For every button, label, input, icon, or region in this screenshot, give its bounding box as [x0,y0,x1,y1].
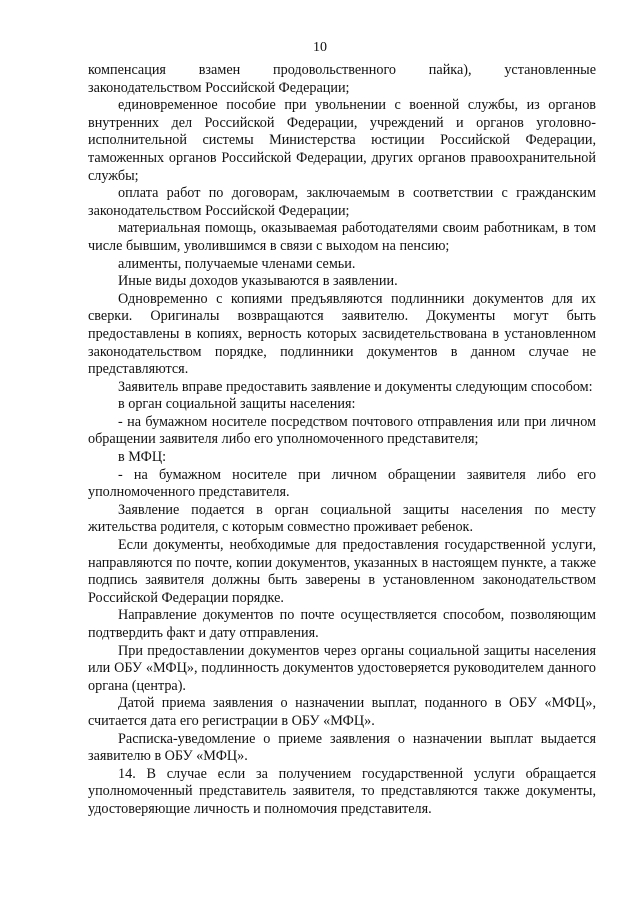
paragraph: Заявление подается в орган социальной защиты населения по месту жительства родителя, с которым совместно проживает ребенок. [88,501,596,536]
document-body [88,62,596,819]
paragraph: Расписка-уведомление о приеме заявления о назначении выплат выдается заявителю в ОБУ «МФЦ». [88,730,596,765]
paragraph: компенсация взамен продовольственного пайка), установленные законодательством Российской Федерации; [88,62,596,96]
paragraph: материальная помощь, оказываемая работодателями своим работникам, в том числе бывшим, уволившимся в связи с выходом на пенсию; [88,220,596,254]
paragraph: - на бумажном носителе при личном обращении заявителя либо его уполномоченного представителя. [88,466,596,501]
paragraph: алименты, получаемые членами семьи. [118,255,356,272]
paragraph: Если документы, необходимые для предоставления государственной услуги, направляются по почте, копии документов, указанных в настоящем пункте, а также подпись заявителя должны быть заверены в установленном законодательством Российской Федерации порядке. [88,537,596,606]
paragraph: Иные виды доходов указываются в заявлении. [118,273,398,290]
paragraph: Направление документов по почте осуществляется способом, позволяющим подтвердить факт и дату отправления. [88,607,596,641]
paragraph: При предоставлении документов через органы социальной защиты населения или ОБУ «МФЦ», подлинность документов удостоверяется руководителем данного органа (центра). [88,642,596,694]
paragraph: Датой приема заявления о назначении выплат, поданного в ОБУ «МФЦ», считается дата его регистрации в ОБУ «МФЦ». [88,695,596,729]
paragraph: Заявитель вправе предоставить заявление и документы следующим способом: [118,378,593,395]
paragraph: 14. В случае если за получением государственной услуги обращается уполномоченный представитель заявителя, то представляются также документы, удостоверяющие личность и полномочия представителя. [88,765,596,817]
paragraph: в орган социальной защиты населения: [118,396,356,413]
paragraph: в МФЦ: [118,449,167,466]
paragraph: единовременное пособие при увольнении с военной службы, из органов внутренних дел Российской Федерации, учреждений и органов уголовно-исполнительной системы Министерства юстиции Российской Федерации, таможенных органов Российской Федерации, других органов правоохранительной службы; [88,97,596,184]
page-number: 10 [313,40,327,55]
paragraph: - на бумажном носителе посредством почтового отправления или при личном обращении заявителя либо его уполномоченного представителя; [88,413,596,448]
paragraph: оплата работ по договорам, заключаемым в соответствии с гражданским законодательством Российской Федерации; [88,185,596,219]
paragraph: Одновременно с копиями предъявляются подлинники документов для их сверки. Оригиналы возвращаются заявителю. Документы могут быть предоставлены в копиях, верность которых засвидетельствована в установленном законодательством порядке, подлинники документов в данном случае не представляются. [88,290,596,378]
